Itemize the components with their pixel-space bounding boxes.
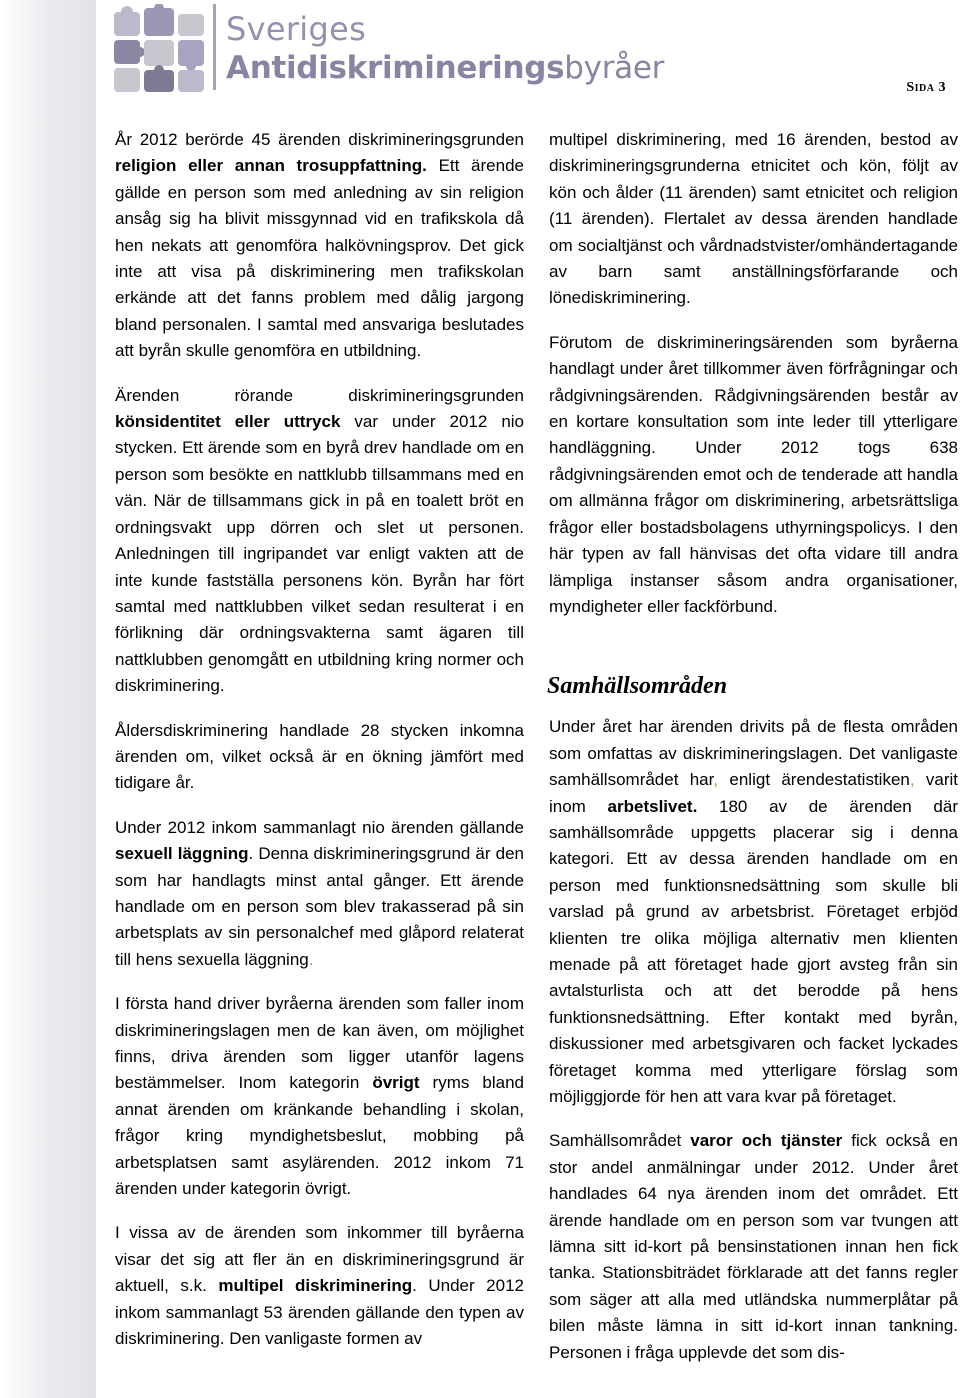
paragraph-multiple: I vissa av de ärenden som inkommer till byråerna visar det sig att fler än en diskrimineringsgrund är aktuell, s.k. multipel diskriminering. Under 2012 inkom sammanlagt 53 ärenden gällande den typen av diskriminering. Den vanligaste formen av: [115, 1223, 524, 1349]
paragraph-advice: Förutom de diskrimineringsärenden som byråerna handlagt under året tillkommer även förfrågningar och rådgivningsärenden. Rådgivningsärenden består av en kortare konsultation som inte leder till ytterligare handläggning. Under 2012 togs 638 rådgivningsärenden emot och de tenderade att handla om allmänna frågor om diskriminering, arbetsrättsliga frågor eller bostadsbolagens uthyrningspolicys. I den här typen av fall hänvisas det ofta vidare till andra lämpliga instanser såsom andra organisationer, myndigheter eller fackförbund.: [549, 332, 958, 616]
brand-title-line1: Sveriges: [226, 10, 367, 48]
brand-title-line2: [226, 50, 664, 86]
brand-title-bold: Antidiskriminerings: [226, 50, 565, 86]
paragraph-other: I första hand driver byråerna ärenden som faller inom diskrimineringslagen men de kan även, om möjlighet finns, driva ärenden som ligger utanför lagens bestämmelser. Inom kategorin övrigt ryms bland annat ärenden om kränkande behandling i skolan, frågor kring myndighetsbeslut, mobbing på arbetsplatsen samt asylärenden. 2012 inkom 71 ärenden under kategorin övrigt.: [115, 994, 524, 1199]
side-gradient-band: [0, 0, 96, 1398]
section-heading-samhallsomraden: Samhällsområden: [547, 673, 728, 700]
left-column: [115, 127, 524, 1370]
paragraph-working-life: Under året har ärenden drivits på de flesta områden som omfattas av diskrimineringslagen. Det vanligaste samhällsområdet har, enligt ärendestatistiken, varit inom arbetslivet. 180 av de ärenden där samhällsområde uppgetts placerar sig i denna kategori. Ett av dessa ärenden handlade om en person med funktionsnedsättning som skulle bli varslad på grund av arbetsbrist. Företaget erbjöd klienten tre olika möjliga alternativ men klienten menade på att företaget hade gjort avsteg från sin avtalsturlista och att det berodde på hens funktionsnedsättning. Efter kontakt med byrån, diskussioner med arbetsgivaren och facket lyckades företaget komma med ytterligare förslag som möjliggjorde för hen att vara kvar på företaget.: [549, 717, 958, 1106]
paragraph-age: Åldersdiskriminering handlade 28 stycken inkomna ärenden om, vilket också är en ökning jämfört med tidigare år.: [115, 720, 524, 793]
paragraph-gender-identity: Ärenden rörande diskrimineringsgrunden könsidentitet eller uttryck var under 2012 nio stycken. Ett ärende som en byrå drev handlade om en person som besökte en nattklubb tillsammans med en vän. När de tillsammans gick in på en toalett bröt en ordningsvakt upp dörren och slet ut personen. Anledningen till ingripandet var enligt vakten att de inte kunde fastställa personens kön. Byrån har fört samtal med nattklubben vilket sedan resulterat i en förlikning där ordningsvakterna samt ägaren till nattklubben genomgått en utbildning kring normer och diskriminering.: [115, 385, 525, 696]
right-column: [549, 127, 958, 1384]
puzzle-logo-icon: [108, 4, 228, 96]
paragraph-religion: År 2012 berörde 45 ärenden diskrimineringsgrunden religion eller annan trosuppfattning. Ett ärende gällde en person som med anledning av sin religion ansåg sig ha blivit missgynnad vid en trafikskola då hen nekats att genomföra halkövningsprov. Det gick inte att visa på diskriminering men trafikskolan erkände att det fanns problem med dålig jargong bland personalen. I samtal med ansvariga beslutades att byrån skulle genomföra en utbildning.: [115, 130, 524, 361]
paragraph-goods-services: Samhällsområdet varor och tjänster fick också en stor andel anmälningar under 2012. Under året handlades 64 nya ärenden inom det området. Ett ärende handlade om en person som var tvungen att lämna sitt id-kort på bensinstationen innan hen fick tanka. Stationsbiträdet förklarade att det fanns regler som säger att alla med utländska nummerplåtar på bilen måste lämna in sitt id-kort innan tankning. Personen i fråga upplevde det som dis-: [549, 1131, 958, 1362]
page-number: Sida 3: [906, 80, 946, 95]
brand-title-rest: byråer: [564, 50, 665, 86]
paragraph-sexual-orientation: Under 2012 inkom sammanlagt nio ärenden gällande sexuell läggning. Denna diskrimineringsgrund är den som har handlagts minst antal gånger. Ett ärende handlade om en person som blev trakasserad på sin arbetsplats av sin personalchef med glåpord relaterat till hens sexuella läggning.: [115, 817, 524, 969]
paragraph-multiple-continued: multipel diskriminering, med 16 ärenden, bestod av diskrimineringsgrunderna etnicitet och kön, följt av kön och ålder (11 ärenden) samt etnicitet och religion (11 ärenden). Flertalet av dessa ärenden handlade om socialtjänst och vårdnadstvister/omhändertagande av barn samt anställningsförfarande och lönediskriminering.: [549, 130, 958, 308]
brand-divider: [213, 4, 216, 90]
